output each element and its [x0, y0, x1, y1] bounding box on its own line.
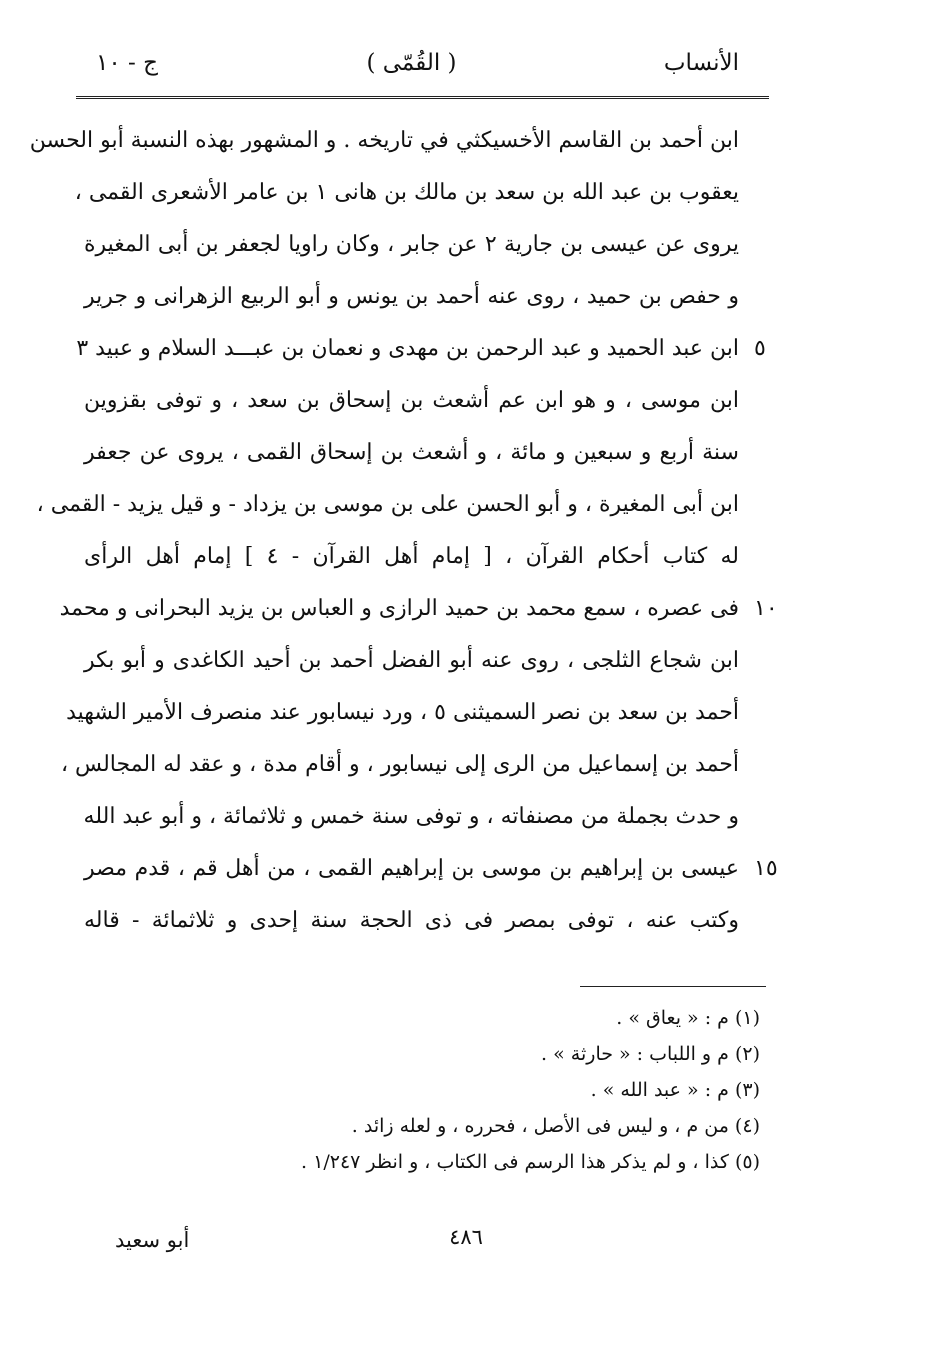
footnotes [200, 1000, 760, 1180]
text-line: يروى عن عيسى بن جارية ٢ عن جابر ، وكان راويا لجعفر بن أبى المغيرة [84, 232, 739, 257]
text-line: ابن موسى ، و هو ابن عم أشعث بن إسحاق بن سعد ، و توفى بقزوين [84, 388, 739, 413]
text-line: و حدث بجملة من مصنفاته ، و توفى سنة خمس و ثلاثمائة ، و أبو عبد الله [83, 804, 739, 829]
line-number: ١٠ [754, 596, 778, 621]
text-line: وكتب عنه ، توفى بمصر فى ذى الحجة سنة إحدى و ثلاثمائة - قاله [84, 908, 739, 933]
text-line: فى عصره ، سمع محمد بن حميد الرازى و العباس بن يزيد البحرانى و محمد ١٠ [84, 583, 739, 635]
text-line: يعقوب بن عبد الله بن سعد بن مالك بن هانى ١ بن عامر الأشعرى القمى ، [74, 180, 739, 205]
footnote: (٢) م و اللباب : « حارثة » . [541, 1043, 760, 1065]
text-line: و حفص بن حميد ، روى عنه أحمد بن يونس و أبو الربيع الزهرانى و جرير [84, 284, 739, 309]
text-line: أحمد بن سعد بن نصر السميثنى ٥ ، ورد نيسابور عند منصرف الأمير الشهيد [66, 700, 739, 725]
text-line: ابن أحمد بن القاسم الأخسيكثي في تاريخه . و المشهور بهذه النسبة أبو الحسن [29, 128, 739, 153]
text-line: سنة أربع و سبعين و مائة ، و أشعث بن إسحاق القمى ، يروى عن جعفر [84, 440, 739, 465]
text-line: ابن شجاع الثلجى ، روى عنه أبو الفضل أحمد بن أحيد الكاغدى و أبو بكر [84, 648, 739, 673]
text-line: أحمد بن إسماعيل من الرى إلى نيسابور ، و أقام مدة ، و عقد له المجالس ، [60, 752, 739, 777]
page-number: ٤٨٦ [449, 1225, 483, 1249]
footnote-divider [580, 986, 766, 987]
text-line: عيسى بن إبراهيم بن موسى بن إبراهيم القمى ، من أهل قم ، قدم مصر ١٥ [84, 843, 739, 895]
header-book-title: الأنساب [663, 50, 739, 76]
footnote: (٤) من م ، و ليس فى الأصل ، فحرره ، و لعله زائد . [351, 1115, 760, 1137]
line-number: ٥ [754, 336, 766, 361]
header-divider [76, 96, 769, 101]
footnote: (٣) م : « عبد الله » . [590, 1079, 760, 1101]
footnote: (٥) كذا ، و لم يذكر هذا الرسم فى الكتاب ، و انظر ١/٢٤٧ . [301, 1151, 760, 1173]
text-line: له كتاب أحكام القرآن ، [ إمام أهل القرآن - ٤ ] إمام أهل الرأى [84, 544, 740, 569]
header-volume: ج - ١٠ [96, 50, 158, 76]
catchword: أبو سعيد [115, 1228, 190, 1252]
main-text [29, 115, 778, 947]
text-line: ابن أبى المغيرة ، و أبو الحسن على بن موسى بن يزداد - و قيل يزيد - القمى ، [36, 492, 739, 517]
footnote: (١) م : « يعاق » . [616, 1007, 760, 1029]
running-header [84, 50, 739, 90]
line-number: ١٥ [754, 856, 778, 881]
text-line: ابن عبد الحميد و عبد الرحمن بن مهدى و نعمان بن عبـــد السلام و عبيد ٣ ٥ [84, 323, 739, 375]
header-entry-title: ( القُمّى ) [366, 50, 457, 76]
